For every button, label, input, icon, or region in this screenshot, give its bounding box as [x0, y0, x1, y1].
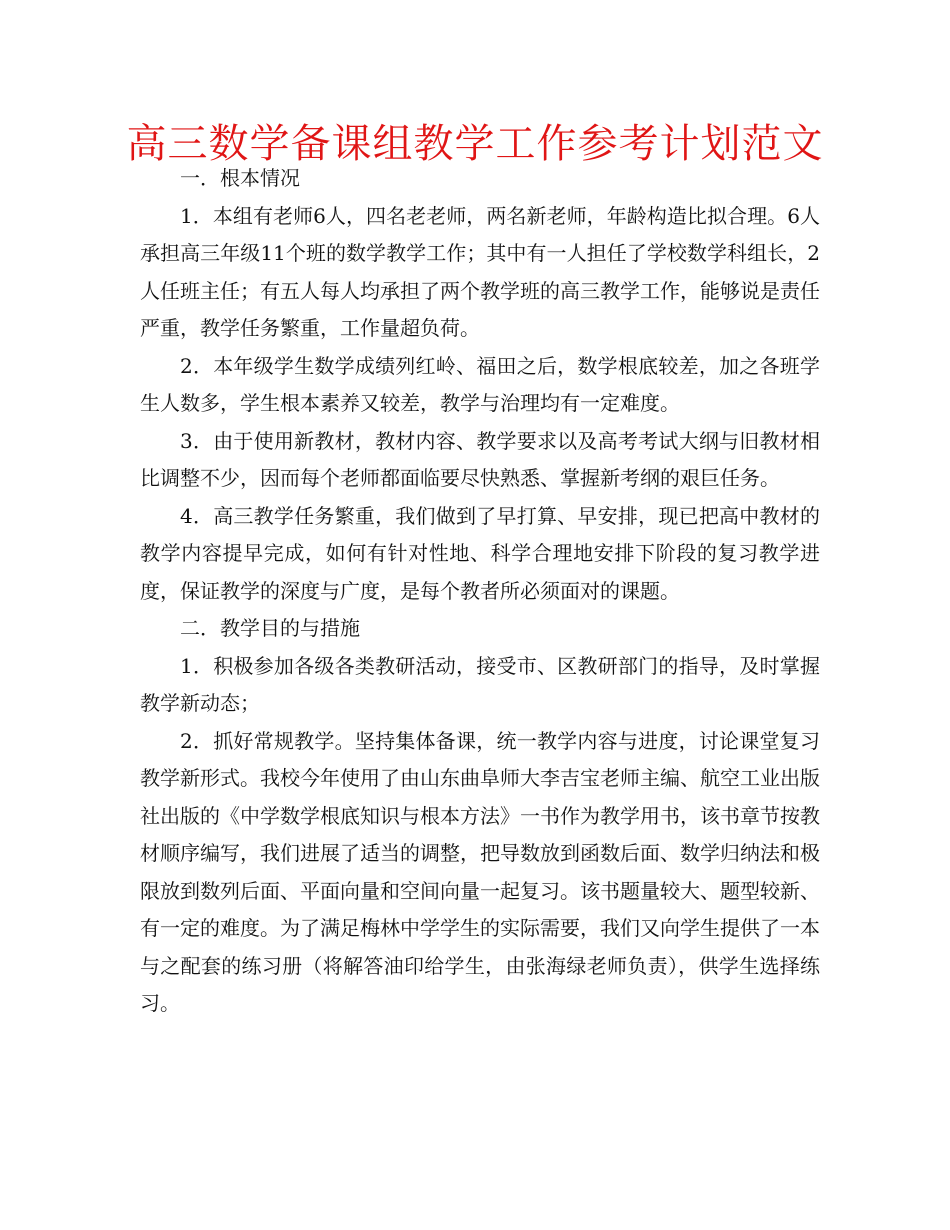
section-heading-basic: 一．根本情况: [180, 166, 300, 190]
paragraph: 1．积极参加各级各类教研活动，接受市、区教研部门的指导，及时掌握教学新动态；: [140, 653, 820, 715]
paragraph: 4．高三教学任务繁重，我们做到了早打算、早安排，现已把高中教材的教学内容提早完成，如何有针对性地、科学合理地安排下阶段的复习教学进度，保证教学的深度与广度，是每个教者所必须面对的课题。: [140, 503, 820, 603]
paragraph: 2．抓好常规教学。坚持集体备课，统一教学内容与进度，讨论课堂复习教学新形式。我校今年使用了由山东曲阜师大李吉宝老师主编、航空工业出版社出版的《中学数学根底知识与根本方法》一书作为教学用书，该书章节按教材顺序编写，我们进展了适当的调整，把导数放到函数后面、数学归纳法和极限放到数列后面、平面向量和空间向量一起复习。该书题量较大、题型较新、有一定的难度。为了满足梅林中学学生的实际需要，我们又向学生提供了一本与之配套的练习册（将解答油印给学生，由张海绿老师负责），供学生选择练习。: [140, 728, 820, 1015]
paragraph: 3．由于使用新教材，教材内容、教学要求以及高考考试大纲与旧教材相比调整不少，因而每个老师都面临要尽快熟悉、掌握新考纲的艰巨任务。: [140, 428, 820, 490]
document-body: [140, 160, 820, 1023]
document-title: 高三数学备课组教学工作参考计划范文: [126, 121, 824, 167]
paragraph: 1．本组有老师6人，四名老老师，两名新老师，年龄构造比拟合理。6人承担高三年级11个班的数学教学工作；其中有一人担任了学校数学科组长，2人任班主任；有五人每人均承担了两个教学班的高三教学工作，能够说是责任严重，教学任务繁重，工作量超负荷。: [140, 203, 820, 340]
paragraph: 2．本年级学生数学成绩列红岭、福田之后，数学根底较差，加之各班学生人数多，学生根本素养又较差，教学与治理均有一定难度。: [140, 353, 820, 415]
section-heading-goals: 二．教学目的与措施: [180, 616, 360, 640]
